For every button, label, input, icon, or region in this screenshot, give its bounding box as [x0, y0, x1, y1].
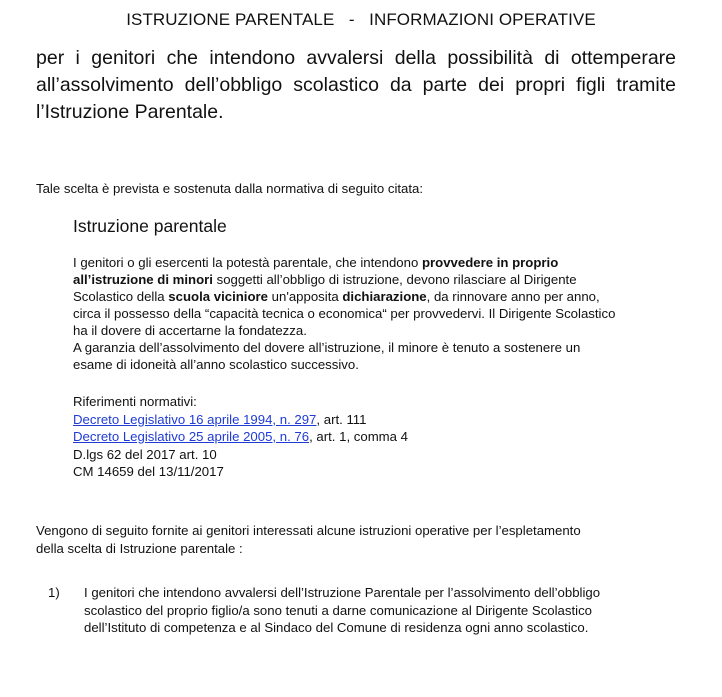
decreto-1994-link[interactable]: Decreto Legislativo 16 aprile 1994, n. 297 [73, 411, 317, 427]
intro-line: per i genitori che intendono avvalersi della possibilità di ottemperare [36, 47, 676, 69]
section-heading: Istruzione parentale [73, 216, 227, 236]
intro-line: all’assolvimento dell’obbligo scolastico da parte dei propri figli tramite [36, 74, 676, 96]
body-line [73, 288, 673, 305]
intro-line: l’Istruzione Parentale. [36, 101, 224, 123]
list-item-line: I genitori che intendono avvalersi dell’Istruzione Parentale per l’assolvimento dell’obbligo [84, 585, 601, 600]
reference-line: D.lgs 62 del 2017 art. 10 [73, 446, 217, 462]
text-span: , da rinnovare anno per anno, [426, 289, 600, 304]
body-line: ha il dovere di accertarne la fondatezza. [73, 323, 307, 338]
istruzione-parentale-section [73, 216, 673, 481]
text-span: I genitori o gli esercenti la potestà parentale, che intendono [73, 255, 422, 270]
body-line [73, 271, 673, 288]
document-title: ISTRUZIONE PARENTALE - INFORMAZIONI OPERATIVE [126, 10, 596, 29]
text-span: , art. 111 [316, 411, 367, 427]
instructions-line: della scelta di Istruzione parentale : [36, 540, 243, 556]
reference-line [73, 411, 673, 429]
bold-text: dichiarazione [342, 289, 427, 304]
reference-line: CM 14659 del 13/11/2017 [73, 464, 224, 479]
normativa-intro: Tale scelta è prevista e sostenuta dalla normativa di seguito citata: [36, 181, 424, 196]
text-span: soggetti all’obbligo di istruzione, devono rilasciare al Dirigente [212, 272, 577, 287]
reference-line [73, 428, 673, 446]
list-item-text [84, 584, 600, 637]
text-span: un'apposita [267, 289, 343, 304]
references-block [73, 393, 673, 481]
body-line: A garanzia dell’assolvimento del dovere all’istruzione, il minore è tenuto a sostenere un [73, 340, 581, 355]
body-line: esame di idoneità all’anno scolastico successivo. [73, 357, 359, 372]
text-span: Scolastico della [73, 289, 169, 304]
body-line: circa il possesso della “capacità tecnica o economica“ per provvedervi. Il Dirigente Scolastico [73, 306, 616, 321]
list-number: 1) [48, 585, 60, 600]
intro-paragraph [36, 45, 676, 126]
list-item-line: scolastico del proprio figlio/a sono tenuti a darne comunicazione al Dirigente Scolastico [84, 602, 593, 618]
text-span: , art. 1, comma 4 [309, 429, 409, 444]
references-heading: Riferimenti normativi: [73, 394, 197, 409]
instructions-line: Vengono di seguito fornite ai genitori interessati alcune istruzioni operative per l’espletamento [36, 523, 581, 538]
instructions-intro [36, 522, 581, 557]
section-body [73, 254, 673, 373]
bold-text: scuola viciniore [168, 289, 268, 304]
body-line [73, 254, 673, 271]
bold-text: provvedere in proprio [421, 255, 559, 270]
list-item-line: dell’Istituto di competenza e al Sindaco del Comune di residenza ogni anno scolastico. [84, 620, 589, 635]
bold-text: all’istruzione di minori [73, 272, 213, 287]
decreto-2005-link[interactable]: Decreto Legislativo 25 aprile 2005, n. 76 [73, 429, 310, 444]
